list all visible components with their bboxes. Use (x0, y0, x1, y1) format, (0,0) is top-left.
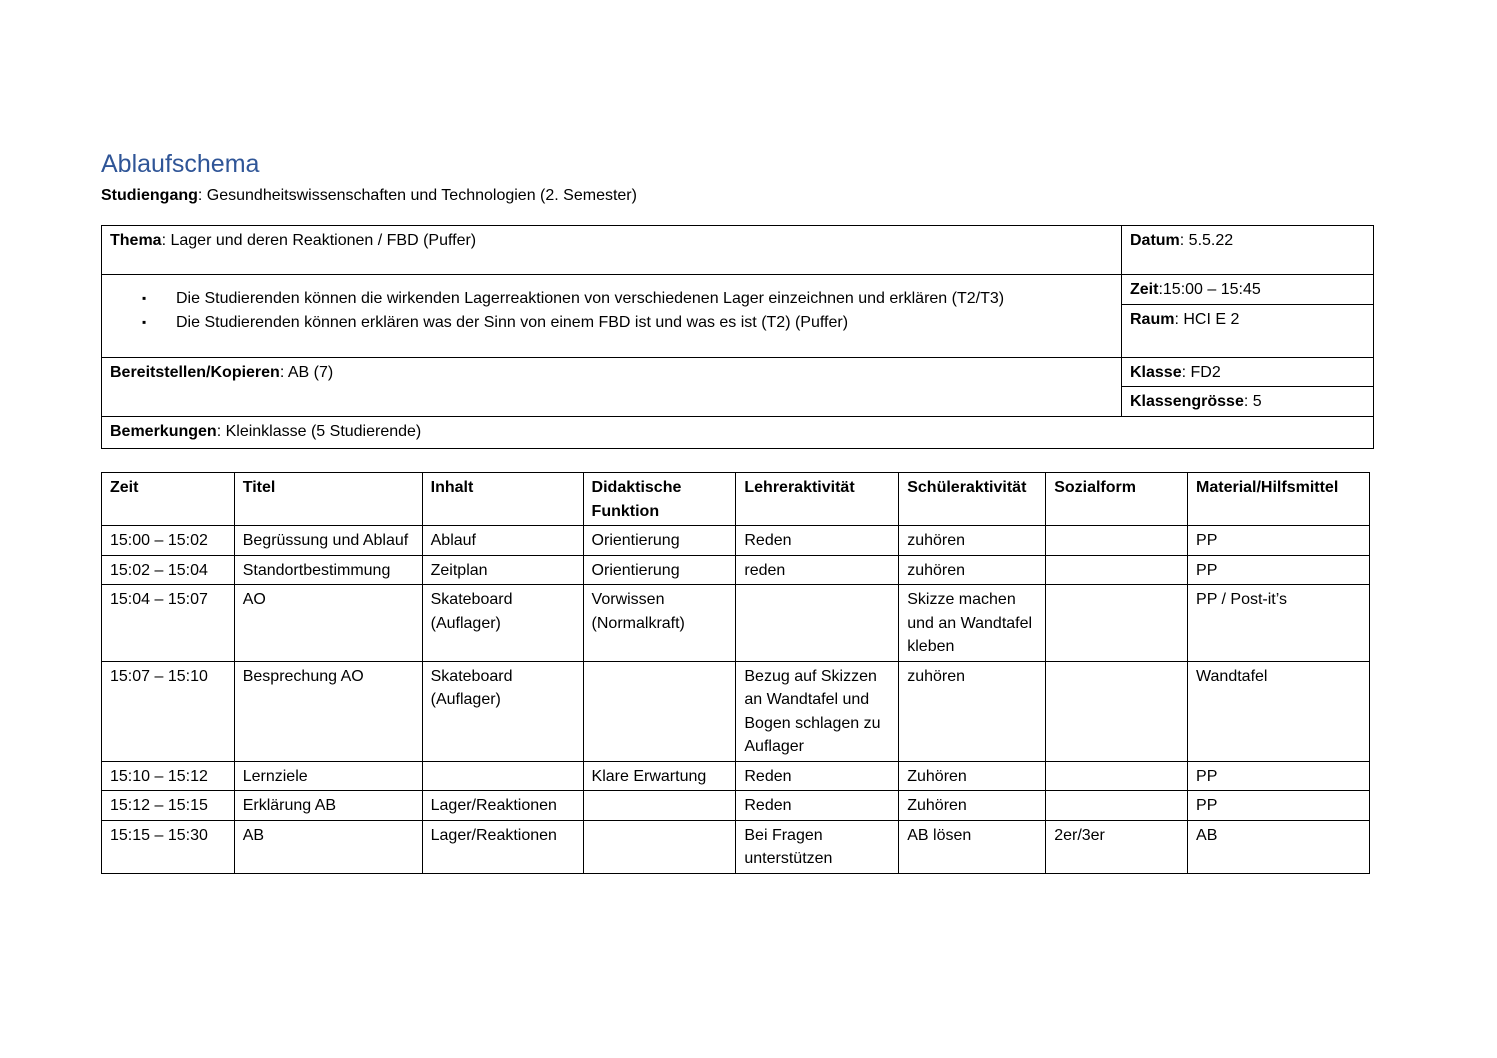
column-header: Inhalt (422, 473, 583, 526)
datum-value: : 5.5.22 (1179, 232, 1234, 249)
column-header: Zeit (102, 473, 235, 526)
table-cell: Orientierung (583, 526, 736, 556)
table-cell: Skateboard (Auflager) (422, 585, 583, 662)
raum-value: : HCI E 2 (1174, 310, 1240, 328)
klasse-cell (1122, 357, 1374, 387)
raum-cell (1122, 304, 1374, 357)
klassengroesse-label: Klassengrösse (1130, 393, 1244, 410)
table-cell: Skateboard (Auflager) (422, 661, 583, 761)
table-cell: Klare Erwartung (583, 761, 736, 791)
column-header: Titel (234, 473, 422, 526)
table-cell: Ablauf (422, 526, 583, 556)
table-cell: PP / Post-it’s (1188, 585, 1370, 662)
table-cell: AB (234, 820, 422, 873)
klassengroesse-value: : 5 (1243, 393, 1262, 410)
table-row (102, 585, 1370, 662)
zeit-value: :15:00 – 15:45 (1158, 281, 1261, 298)
table-cell: Zeitplan (422, 555, 583, 585)
table-row (102, 820, 1370, 873)
table-cell (422, 761, 583, 791)
table-cell: Orientierung (583, 555, 736, 585)
table-cell (1046, 555, 1188, 585)
table-cell: 15:07 – 15:10 (102, 661, 235, 761)
zeit-cell (1122, 275, 1374, 305)
thema-label: Thema (110, 232, 162, 249)
table-row (102, 661, 1370, 761)
table-cell: 15:12 – 15:15 (102, 791, 235, 821)
table-cell (583, 661, 736, 761)
table-cell (583, 820, 736, 873)
column-header: Material/Hilfsmittel (1188, 473, 1370, 526)
table-cell: zuhören (899, 526, 1046, 556)
table-cell: 15:04 – 15:07 (102, 585, 235, 662)
table-cell: 15:15 – 15:30 (102, 820, 235, 873)
table-row (102, 791, 1370, 821)
table-cell: zuhören (899, 661, 1046, 761)
table-cell: 15:02 – 15:04 (102, 555, 235, 585)
table-cell: Bei Fragen unterstützen (736, 820, 899, 873)
schedule-table (101, 472, 1370, 874)
table-cell (583, 791, 736, 821)
table-cell: PP (1188, 555, 1370, 585)
table-cell (736, 585, 899, 662)
klasse-label: Klasse (1130, 363, 1182, 381)
table-cell: AB lösen (899, 820, 1046, 873)
page-title: Ablaufschema (101, 150, 260, 178)
datum-label: Datum (1130, 232, 1180, 249)
table-cell: reden (736, 555, 899, 585)
table-cell: Besprechung AO (234, 661, 422, 761)
table-cell (1046, 791, 1188, 821)
table-cell: Reden (736, 526, 899, 556)
table-cell: Lager/Reaktionen (422, 791, 583, 821)
column-header: Schüleraktivität (899, 473, 1046, 526)
thema-cell (102, 226, 1122, 275)
table-cell: Zuhören (899, 791, 1046, 821)
column-header: Sozialform (1046, 473, 1188, 526)
table-cell: Bezug auf Skizzen an Wandtafel und Bogen schlagen zu Auflager (736, 661, 899, 761)
table-cell (1046, 526, 1188, 556)
table-cell: Begrüssung und Ablauf (234, 526, 422, 556)
table-row (102, 761, 1370, 791)
learning-goal-item: ▪ Die Studierenden können erklären was der Sinn von einem FBD ist und was es ist (T2) (Puffer) (132, 311, 1113, 335)
column-header: Didaktische Funktion (583, 473, 736, 526)
klasse-value: : FD2 (1181, 363, 1221, 381)
table-cell: Wandtafel (1188, 661, 1370, 761)
table-cell: PP (1188, 791, 1370, 821)
table-cell (1046, 585, 1188, 662)
programme-value: : Gesundheitswissenschaften und Technologien (2. Semester) (197, 187, 637, 204)
table-row (102, 526, 1370, 556)
table-cell: Reden (736, 761, 899, 791)
table-cell: Vorwissen (Normalkraft) (583, 585, 736, 662)
table-cell: Reden (736, 791, 899, 821)
column-header: Lehreraktivität (736, 473, 899, 526)
programme-line (101, 187, 637, 205)
learning-goal-item: ▪ Die Studierenden können die wirkenden Lagerreaktionen von verschiedenen Lager einzeichnen und erklären (T2/T3) (132, 287, 1113, 311)
table-cell: PP (1188, 761, 1370, 791)
raum-label: Raum (1130, 310, 1175, 328)
lesson-info-table (101, 225, 1374, 449)
programme-label: Studiengang (101, 187, 198, 204)
learning-goals-cell (102, 275, 1122, 358)
table-cell (1046, 661, 1188, 761)
thema-value: : Lager und deren Reaktionen / FBD (Puffer) (161, 232, 477, 249)
table-cell: Lernziele (234, 761, 422, 791)
table-cell: zuhören (899, 555, 1046, 585)
schedule-header-row (102, 473, 1370, 526)
learning-goals-list (132, 287, 1113, 334)
table-cell: 15:10 – 15:12 (102, 761, 235, 791)
bemerkungen-cell (102, 416, 1374, 448)
datum-cell (1122, 226, 1374, 275)
table-cell: 2er/3er (1046, 820, 1188, 873)
table-cell: PP (1188, 526, 1370, 556)
table-cell: Lager/Reaktionen (422, 820, 583, 873)
table-cell: AB (1188, 820, 1370, 873)
bemerkungen-value: : Kleinklasse (5 Studierende) (216, 422, 422, 440)
table-cell: Skizze machen und an Wandtafel kleben (899, 585, 1046, 662)
bereitstellen-value: : AB (7) (279, 363, 334, 381)
table-cell (1046, 761, 1188, 791)
bereitstellen-label: Bereitstellen/Kopieren (110, 363, 280, 381)
bereitstellen-cell (102, 357, 1122, 416)
table-cell: 15:00 – 15:02 (102, 526, 235, 556)
table-cell: Zuhören (899, 761, 1046, 791)
klassengroesse-cell (1122, 387, 1374, 417)
zeit-label: Zeit (1130, 281, 1159, 298)
table-cell: AO (234, 585, 422, 662)
bemerkungen-label: Bemerkungen (110, 422, 217, 440)
table-row (102, 555, 1370, 585)
table-cell: Standortbestimmung (234, 555, 422, 585)
table-cell: Erklärung AB (234, 791, 422, 821)
